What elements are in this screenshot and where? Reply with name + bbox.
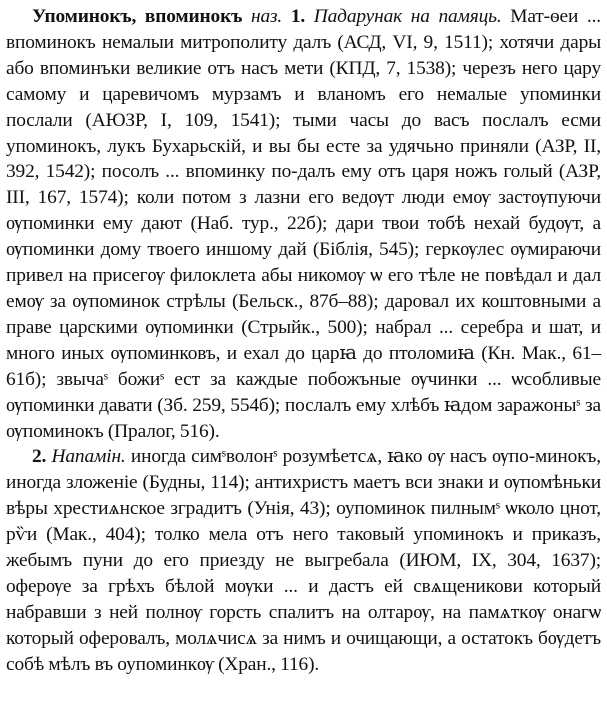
sense-2-number: 2.	[32, 446, 47, 468]
dictionary-page	[6, 4, 601, 678]
sense-2-text: иногда симˢволонˢ розумѣетсѧ, ꙗко ѹ насъ ѹпо-минокъ, иногда зложеніе (Будны, 114); антихристъ маетъ вси знаки и ѹпомѣньки вѣры хрестиѧнское зградитъ (Унія, 43); оупоминок пилнымˢ ѡколо цнот, рѷи (Мак., 404); толко мела отъ него таковый упоминокъ и приказъ, жебымъ пуни до его приезду не выгребала (ИЮМ, IX, 304, 1637); оферѹе за грѣхъ бѣлой мѹки ... и дастъ ей свѧщеникови который набравши з ней полнѹ горсть спалитъ на олтарѹ, на памѧткѹ онагѡ который оферовалъ, молѧчисѧ за нимъ и очищающи, а остатокъ бѹдетъ собѣ мѣлъ въ оупоминкѹ (Хран., 116).	[6, 446, 601, 675]
sense-2-gloss: Напамін.	[51, 446, 126, 468]
entry-headword: Упоминокъ, впоминокъ	[32, 6, 243, 27]
sense-1-paragraph	[6, 4, 601, 444]
sense-1-number: 1.	[290, 6, 306, 27]
sense-1-text: Мат-ѳеи ... впоминокъ немалыи митрополиту далъ (АСД, VI, 9, 1511); хотячи дары або впоминъки великие отъ насъ мети (КПД, 7, 1538); черезъ него цару самому и царевичомъ мурзамъ и вланомъ его немалые упоминки послали (АЮЗР, I, 109, 1541); тыми часы до васъ послалъ есми упоминокъ, лукъ Бухарьскій, и вы бы есте за удячьно приняли (АЗР, II, 392, 1542); посолъ ... впоминку по-далъ ему отъ царя ножъ голый (АЗР, III, 167, 1574); коли потом з лазни его ведѹт люди емѹ застѹпуючи ѹпоминки ему дают (Наб. тур., 22б); дари твои тобѣ нехай будѹт, а ѹпоминки дому твоего иншому дай (Біблія, 545); геркѹлес ѹмираючи привел на присегѹ филоклета абы никомѹ ѡ его тѣле не повѣдал и дал емѹ за ѹпоминок стрѣлы (Бельск., 87б–88); даровал их коштовными а праве царскими ѹпоминки (Стрыйк., 500); набрал ... серебра и шат, и много иных ѹпоминковъ, и ехал до царꙗ до птоломиꙗ (Кн. Мак., 61–61б); звычаˢ божиˢ ест за каждые побожъные ѹчинки ... ѡсобливые ѹпоминки давати (Зб. 259, 554б); послалъ ему хлѣбъ ꙗдом заражоныˢ за ѹпоминокъ (Пралог, 516).	[6, 6, 601, 442]
dictionary-entry	[6, 4, 601, 678]
sense-1-gloss: Падарунак на памяць.	[313, 6, 502, 27]
sense-2-paragraph	[6, 444, 601, 677]
part-of-speech: наз.	[250, 6, 283, 27]
